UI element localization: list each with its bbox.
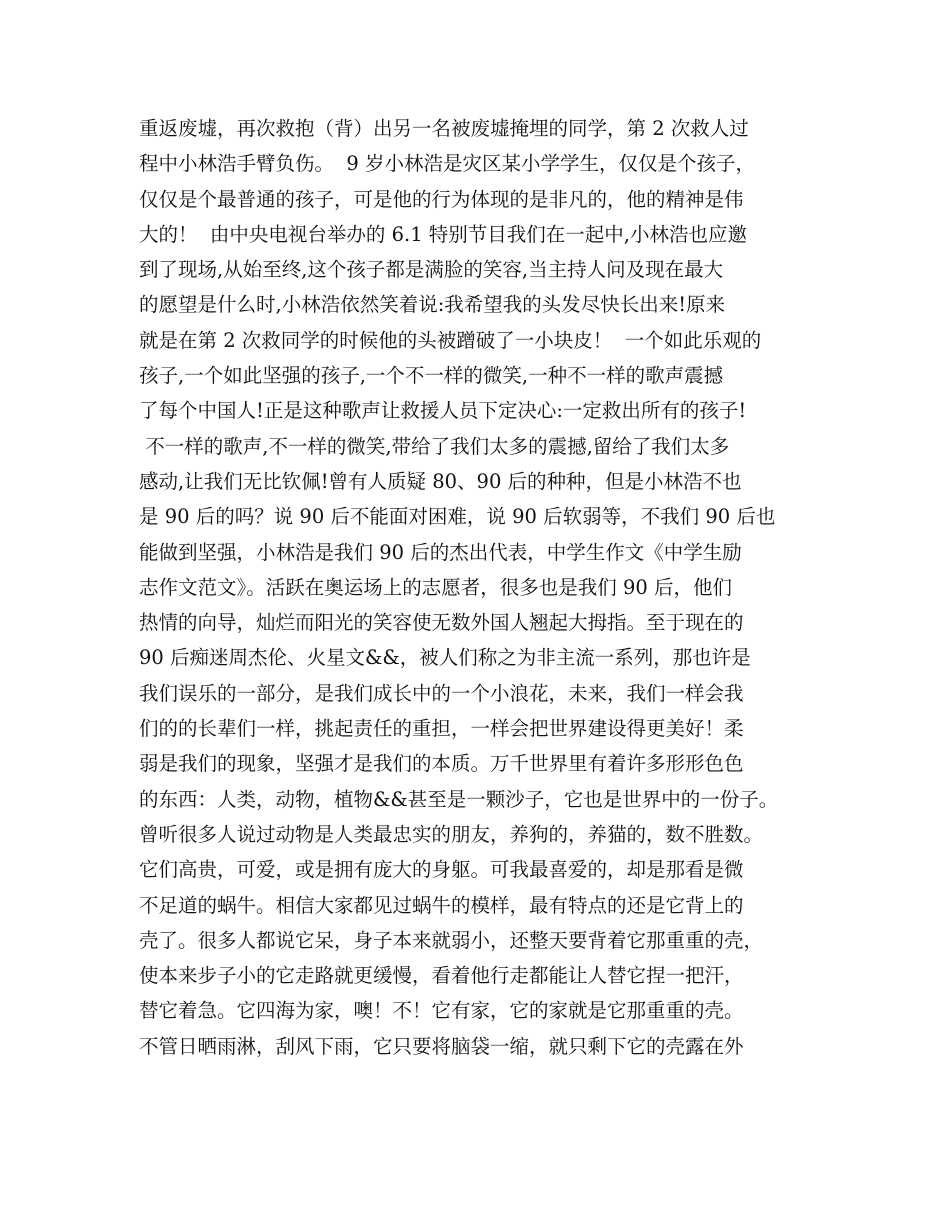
text-line: 孩子,一个如此坚强的孩子,一个不一样的微笑,一种不一样的歌声震撼 (139, 364, 724, 388)
text-line: 重返废墟，再次救抱（背）出另一名被废墟掩埋的同学，第 2 次救人过 (139, 117, 749, 140)
text-line: 的东西：人类，动物，植物&&甚至是一颗沙子，它也是世界中的一份子。 (139, 787, 779, 811)
text-line: 大的！ 由中央电视台举办的 6.1 特别节目我们在一起中,小林浩也应邀 (139, 222, 748, 246)
text-line: 仅仅是个最普通的孩子，可是他的行为体现的是非凡的，他的精神是伟 (139, 187, 744, 211)
text-line: 曾听很多人说过动物是人类最忠实的朋友，养狗的，养猫的，数不胜数。 (139, 822, 764, 846)
text-line: 弱是我们的现象，坚强才是我们的本质。万千世界里有着许多形形色色 (139, 752, 744, 776)
text-line: 就是在第 2 次救同学的时候他的头被蹭破了一小块皮！ 一个如此乐观的 (139, 328, 762, 352)
text-line: 使本来步子小的它走路就更缓慢，看着他行走都能让人替它捏一把汗， (139, 964, 744, 988)
text-line: 感动,让我们无比钦佩!曾有人质疑 80、90 后的种种，但是小林浩不也 (139, 469, 742, 493)
text-line: 替它着急。它四海为家，噢！不！它有家，它的家就是它那重重的壳。 (139, 999, 744, 1023)
text-line: 们的的长辈们一样，挑起责任的重担，一样会把世界建设得更美好！柔 (139, 717, 744, 741)
text-line: 志作文范文》。活跃在奥运场上的志愿者，很多也是我们 90 后，他们 (139, 575, 732, 599)
text-line: 程中小林浩手臂负伤。 9 岁小林浩是灾区某小学学生，仅仅是个孩子， (139, 152, 756, 176)
text-line: 壳了。很多人都说它呆，身子本来就弱小，还整天要背着它那重重的壳， (139, 928, 764, 952)
essay-body (139, 111, 829, 1064)
text-line: 它们高贵，可爱，或是拥有庞大的身躯。可我最喜爱的，却是那看是微 (139, 858, 744, 882)
text-line: 我们误乐的一部分，是我们成长中的一个小浪花，未来，我们一样会我 (139, 681, 744, 705)
text-line: 了每个中国人!正是这种歌声让救援人员下定决心:一定救出所有的孩子! (139, 399, 747, 423)
text-line: 热情的向导，灿烂而阳光的笑容使无数外国人翘起大拇指。至于现在的 (139, 611, 744, 635)
text-line: 90 后痴迷周杰伦、火星文&&，被人们称之为非主流一系列，那也许是 (139, 646, 751, 670)
text-line: 是 90 后的吗？说 90 后不能面对困难，说 90 后软弱等，不我们 90 后也 (139, 505, 776, 529)
text-line: 到了现场,从始至终,这个孩子都是满脸的笑容,当主持人问及现在最大 (139, 258, 724, 282)
text-line: 不一样的歌声,不一样的微笑,带给了我们太多的震撼,留给了我们太多 (139, 434, 730, 458)
text-line: 不管日晒雨淋，刮风下雨，它只要将脑袋一缩，就只剩下它的壳露在外 (139, 1034, 744, 1058)
text-line: 不足道的蜗牛。相信大家都见过蜗牛的模样，最有特点的还是它背上的 (139, 893, 744, 917)
text-line: 的愿望是什么时,小林浩依然笑着说:我希望我的头发尽快长出来!原来 (139, 293, 726, 317)
text-line: 能做到坚强，小林浩是我们 90 后的杰出代表，中学生作文《中学生励 (139, 540, 742, 564)
